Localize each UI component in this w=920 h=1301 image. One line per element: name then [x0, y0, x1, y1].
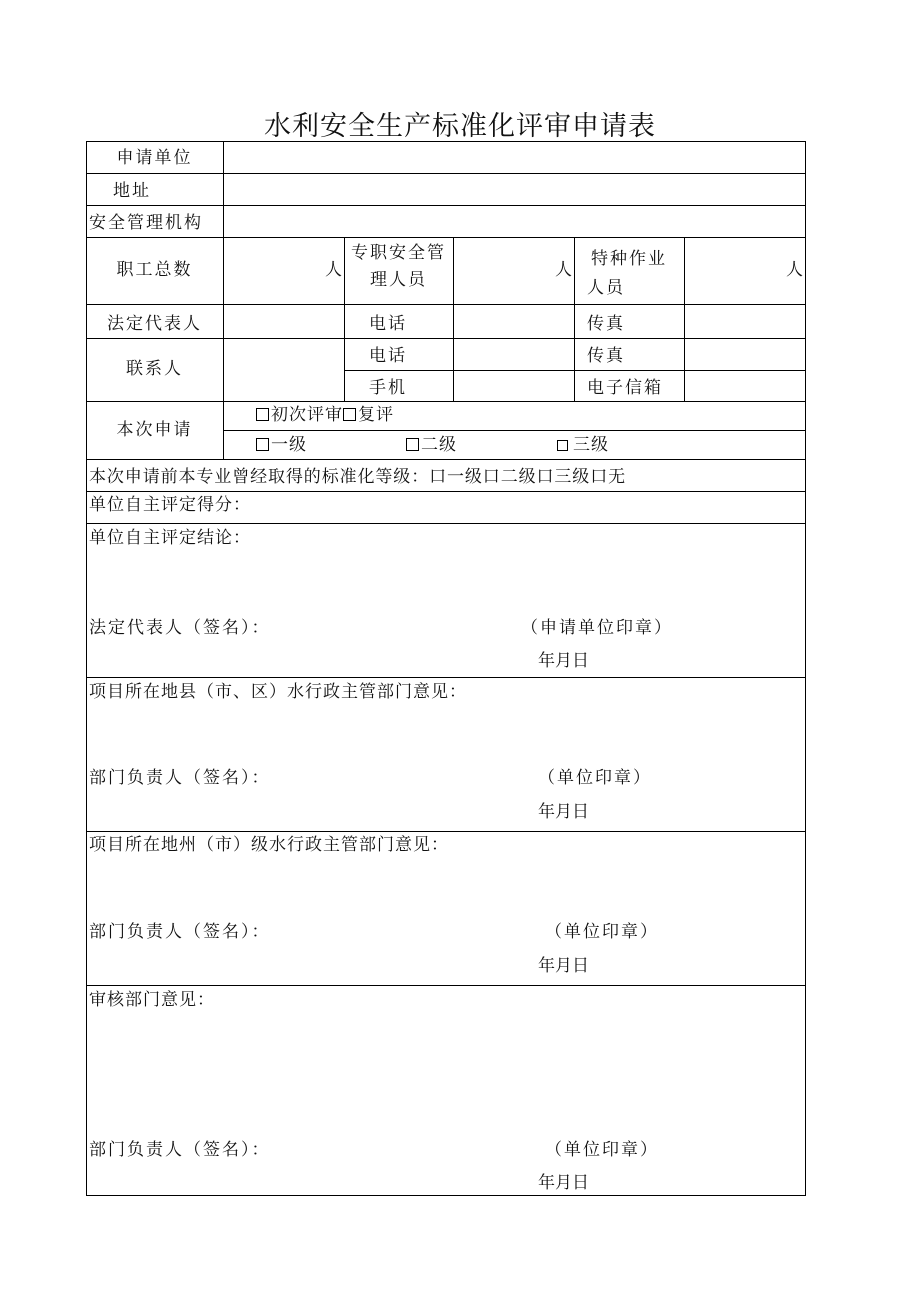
row-divider — [86, 985, 806, 986]
fulltime-safety-label-1: 专职安全管 — [351, 243, 446, 263]
self-conclusion-heading: 单位自主评定结论： — [89, 528, 251, 548]
self-conclusion-signer: 法定代表人（签名）： — [89, 618, 271, 638]
special-ops-label-2: 人员 — [587, 278, 625, 298]
self-score-label: 单位自主评定得分： — [89, 495, 251, 515]
row-divider — [86, 523, 806, 524]
county-seal: （单位印章） — [538, 768, 652, 788]
re-review-checkbox[interactable] — [343, 408, 356, 421]
level1-option — [256, 435, 307, 455]
row-divider — [86, 491, 806, 492]
row-divider — [86, 831, 806, 832]
legal-rep-label: 法定代表人 — [107, 314, 202, 334]
phone-label: 电话 — [369, 346, 407, 366]
row-divider — [86, 459, 806, 460]
row-divider — [86, 304, 806, 305]
row-divider — [86, 677, 806, 678]
prefecture-seal: （单位印章） — [545, 922, 659, 942]
person-unit: 人 — [555, 260, 574, 280]
level1-checkbox[interactable] — [256, 438, 269, 451]
prefecture-date: 年月日 — [538, 956, 589, 976]
row-divider — [86, 338, 806, 339]
total-staff-label: 职工总数 — [116, 260, 193, 280]
prefecture-opinion-heading: 项目所在地州（市）级水行政主管部门意见： — [89, 835, 449, 855]
column-divider — [223, 141, 224, 459]
self-conclusion-seal: （申请单位印章） — [521, 618, 673, 638]
prefecture-signer: 部门负责人（签名）： — [89, 922, 271, 942]
row-divider — [86, 401, 806, 402]
mobile-label: 手机 — [369, 378, 407, 398]
re-review-label: 复评 — [358, 405, 394, 425]
address-label: 地址 — [113, 181, 151, 201]
person-unit: 人 — [325, 260, 344, 280]
phone-label: 电话 — [369, 314, 407, 334]
level2-checkbox[interactable] — [406, 438, 419, 451]
level3-checkbox[interactable] — [557, 440, 568, 451]
review-date: 年月日 — [538, 1173, 589, 1193]
this-application-label: 本次申请 — [116, 420, 193, 440]
county-signer: 部门负责人（签名）： — [89, 768, 271, 788]
special-ops-label-1: 特种作业 — [591, 249, 667, 269]
level1-label: 一级 — [271, 435, 307, 455]
person-unit: 人 — [786, 260, 805, 280]
row-divider — [344, 370, 806, 371]
level2-option — [406, 435, 457, 455]
fax-label: 传真 — [587, 314, 625, 334]
column-divider — [684, 237, 685, 401]
self-conclusion-date: 年月日 — [538, 651, 589, 671]
review-dept-heading: 审核部门意见： — [89, 990, 215, 1010]
level2-label: 二级 — [421, 435, 457, 455]
contact-label: 联系人 — [126, 359, 183, 379]
level3-option — [557, 435, 609, 455]
review-signer: 部门负责人（签名）： — [89, 1140, 271, 1160]
county-date: 年月日 — [538, 802, 589, 822]
initial-review-label: 初次评审 — [271, 405, 343, 425]
fulltime-safety-label-2: 理人员 — [370, 270, 427, 290]
row-divider — [86, 205, 806, 206]
column-divider — [453, 237, 454, 401]
review-seal: （单位印章） — [545, 1140, 659, 1160]
applicant-unit-label: 申请单位 — [116, 148, 193, 168]
row-divider — [86, 237, 806, 238]
application-form — [86, 141, 806, 1196]
row-divider — [223, 430, 806, 431]
row-divider — [86, 173, 806, 174]
review-type-options — [256, 405, 394, 425]
level3-label: 三级 — [573, 435, 609, 455]
fax-label: 传真 — [587, 346, 625, 366]
prior-level-line: 本次申请前本专业曾经取得的标准化等级：口一级口二级口三级口无 — [89, 467, 626, 487]
safety-org-label: 安全管理机构 — [89, 213, 203, 233]
initial-review-checkbox[interactable] — [256, 408, 269, 421]
county-opinion-heading: 项目所在地县（市、区）水行政主管部门意见： — [89, 682, 467, 702]
form-title: 水利安全生产标准化评审申请表 — [264, 111, 656, 142]
email-label: 电子信箱 — [587, 378, 663, 398]
